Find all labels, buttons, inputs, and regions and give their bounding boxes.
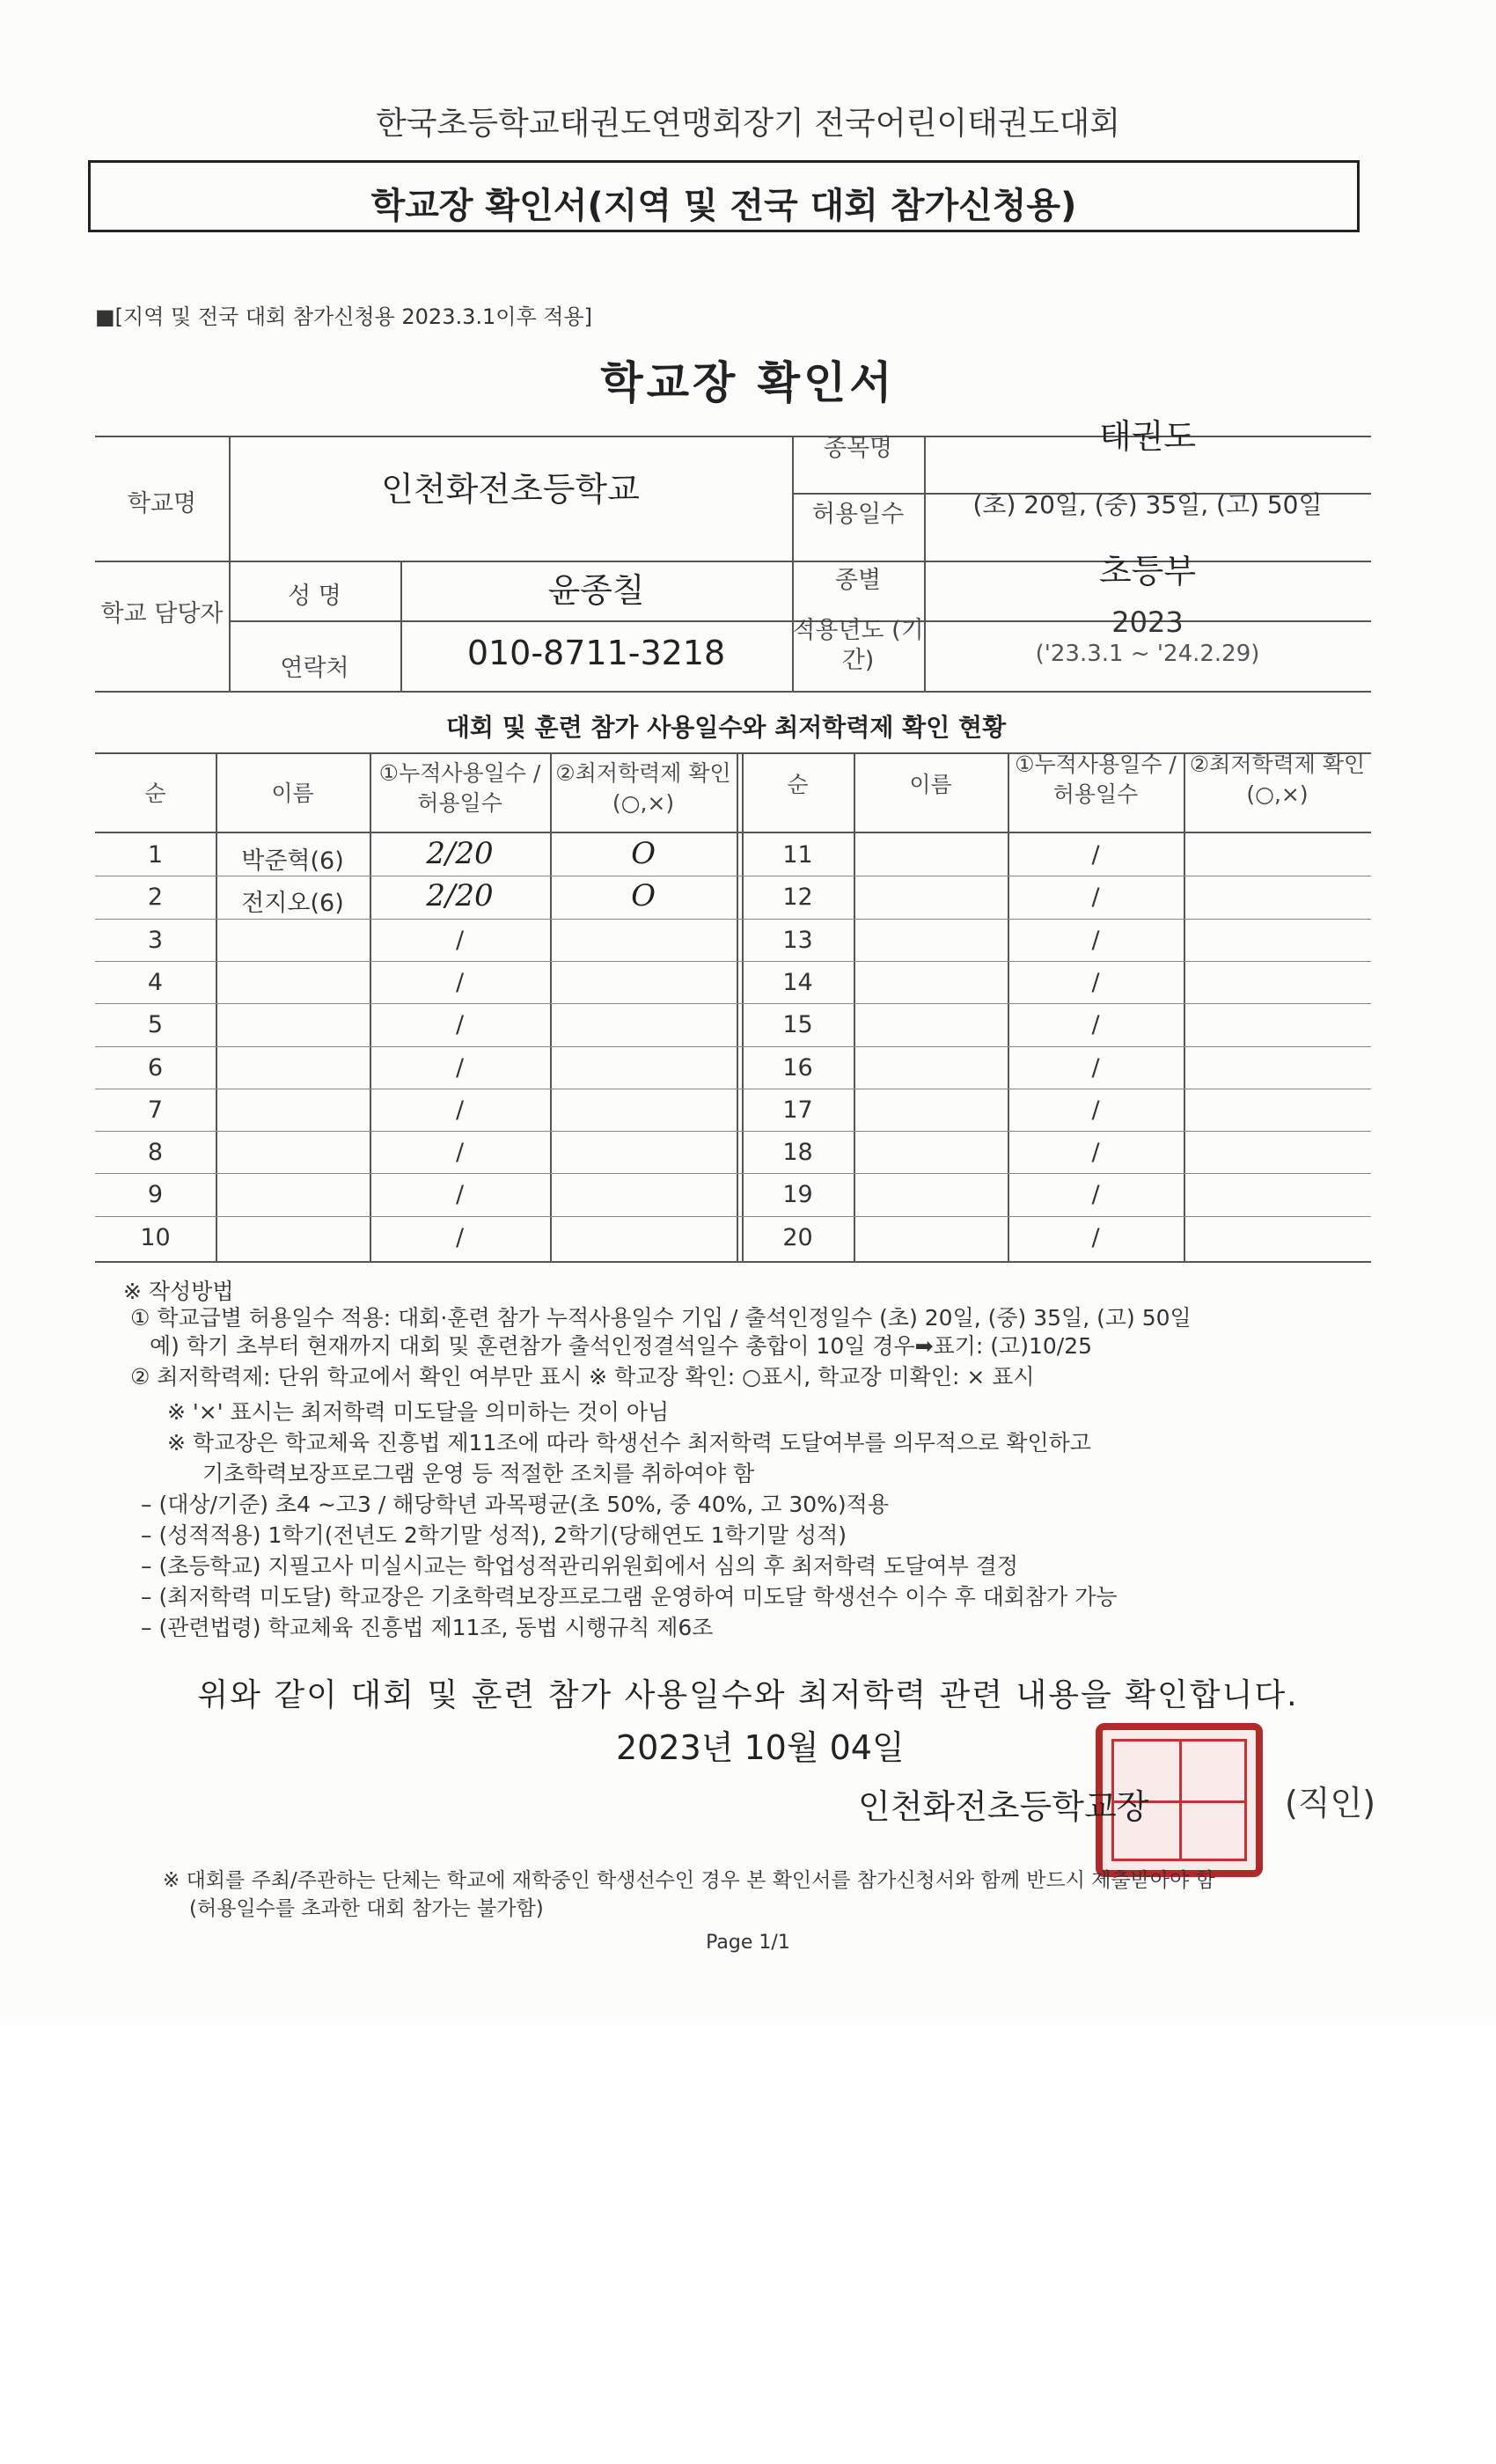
- name-label: 성 명: [288, 583, 341, 610]
- school-name: 인천화전초등학교: [381, 470, 640, 509]
- table-cell-days: /: [1091, 968, 1100, 996]
- table-cell-days: /: [455, 1181, 465, 1209]
- header-grade-left: ②최저학력제 확인(○,×): [555, 760, 731, 816]
- table-cell-no: 15: [782, 1011, 813, 1039]
- phone-label: 연락처: [280, 655, 349, 682]
- table-cell-no: 19: [782, 1181, 813, 1209]
- header-grade-right: ②최저학력제 확인(○,×): [1189, 752, 1366, 807]
- year-value: 2023: [1111, 605, 1184, 639]
- table-cell-no: 10: [140, 1223, 171, 1251]
- allowed-days: (초) 20일, (중) 35일, (고) 50일: [972, 490, 1323, 519]
- sport-value: 태권도: [1098, 417, 1197, 456]
- table-cell-no: 9: [147, 1181, 164, 1209]
- table-cell-no: 16: [782, 1053, 813, 1082]
- table-cell-days: /: [455, 968, 465, 996]
- table-cell-days: /: [455, 1139, 465, 1167]
- instruction-line: – (최저학력 미도달) 학교장은 기초학력보장프로그램 운영하여 미도달 학생선수 이수 후 대회참가 가능: [141, 1584, 1118, 1610]
- table-cell-days: /: [1091, 1096, 1100, 1124]
- year-period: ('23.3.1 ~ '24.2.29): [1035, 641, 1260, 667]
- phone-value: 010-8711-3218: [466, 634, 726, 672]
- footnote-line-2: (허용일수를 초과한 대회 참가는 불가함): [189, 1897, 544, 1920]
- table-cell-no: 14: [782, 968, 813, 996]
- table-cell-no: 12: [782, 884, 813, 912]
- instruction-line: ② 최저학력제: 단위 학교에서 확인 여부만 표시 ※ 학교장 확인: ○표시, 학교장 미확인: × 표시: [130, 1364, 1035, 1390]
- table-cell-days: /: [455, 1053, 465, 1082]
- instruction-line: ① 학교급별 허용일수 적용: 대회·훈련 참가 누적사용일수 기입 / 출석인정일수 (초) 20일, (중) 35일, (고) 50일: [130, 1305, 1192, 1331]
- seal-label: (직인): [1285, 1784, 1376, 1822]
- table-cell-name: 전지오(6): [241, 890, 344, 918]
- table-cell-grade: O: [631, 836, 656, 871]
- table-cell-days: /: [1091, 1011, 1100, 1039]
- instruction-line: ※ 작성방법: [123, 1279, 234, 1304]
- instruction-line: ※ '×' 표시는 최저학력 미도달을 의미하는 것이 아님: [167, 1399, 670, 1425]
- event-title: 한국초등학교태권도연맹회장기 전국어린이태권도대회: [375, 106, 1121, 142]
- table-cell-no: 8: [147, 1139, 164, 1167]
- table-cell-days: /: [1091, 1139, 1100, 1167]
- instruction-line: – (성적적용) 1학기(전년도 2학기말 성적), 2학기(당해연도 1학기말 성적): [141, 1522, 847, 1548]
- table-cell-no: 20: [782, 1223, 813, 1251]
- school-label: 학교명: [127, 490, 197, 517]
- table-cell-no: 6: [147, 1053, 164, 1082]
- allowed-label: 허용일수: [811, 501, 905, 528]
- section-title: 대회 및 훈련 참가 사용일수와 최저학력제 확인 현황: [445, 713, 1007, 742]
- table-cell-days: /: [1091, 1223, 1100, 1251]
- table-cell-days: /: [1091, 926, 1100, 954]
- table-cell-no: 2: [147, 884, 164, 912]
- table-cell-no: 17: [782, 1096, 813, 1124]
- instruction-line: 기초학력보장프로그램 운영 등 적절한 조치를 취하여야 함: [202, 1461, 755, 1486]
- table-cell-no: 11: [782, 841, 813, 869]
- header-name-left: 이름: [271, 781, 314, 806]
- instruction-line: – (대상/기준) 초4 ~고3 / 해당학년 과목평균(초 50%, 중 40%, 고 30%)적용: [141, 1492, 889, 1517]
- page-number: Page 1/1: [706, 1932, 790, 1954]
- principal-name: 인천화전초등학교장: [858, 1787, 1149, 1826]
- contact-label: 학교 담당자: [100, 600, 224, 627]
- footnote-line-1: ※ 대회를 주최/주관하는 단체는 학교에 재학중인 학생선수인 경우 본 확인서를 참가신청서와 함께 반드시 제출받아야 함: [163, 1869, 1215, 1892]
- confirmation-statement: 위와 같이 대회 및 훈련 참가 사용일수와 최저학력 관련 내용을 확인합니다.: [197, 1677, 1299, 1713]
- division-label: 종별: [834, 567, 882, 594]
- instruction-line: 예) 학기 초부터 현재까지 대회 및 훈련참가 출석인정결석일수 총합이 10일 경우➡표기: (고)10/25: [150, 1333, 1093, 1359]
- table-cell-days: /: [455, 1096, 465, 1124]
- table-cell-days: 2/20: [426, 878, 494, 914]
- table-cell-no: 3: [147, 926, 164, 954]
- table-cell-days: /: [455, 926, 465, 954]
- division-value: 초등부: [1098, 552, 1197, 590]
- table-cell-days: /: [455, 1011, 465, 1039]
- table-cell-no: 7: [147, 1096, 164, 1124]
- sport-label: 종목명: [823, 435, 893, 462]
- table-cell-grade: O: [631, 878, 656, 914]
- contact-name: 윤종칠: [547, 571, 645, 610]
- table-cell-no: 4: [147, 968, 164, 996]
- table-cell-days: /: [1091, 884, 1100, 912]
- instruction-line: – (초등학교) 지필고사 미실시교는 학업성적관리위원회에서 심의 후 최저학력 도달여부 결정: [141, 1553, 1019, 1579]
- header-days-left: ①누적사용일수 /허용일수: [378, 760, 541, 816]
- table-cell-days: /: [1091, 1181, 1100, 1209]
- table-cell-no: 13: [782, 926, 813, 954]
- table-cell-no: 5: [147, 1011, 164, 1039]
- header-no-right: 순: [787, 772, 809, 797]
- header-name-right: 이름: [909, 772, 952, 797]
- table-cell-days: /: [1091, 841, 1100, 869]
- box-title: 학교장 확인서(지역 및 전국 대회 참가신청용): [370, 186, 1077, 226]
- table-cell-days: /: [455, 1223, 465, 1251]
- instruction-line: – (관련법령) 학교체육 진흥법 제11조, 동법 시행규칙 제6조: [141, 1615, 714, 1640]
- table-cell-no: 1: [147, 841, 164, 869]
- issue-date: 2023년 10월 04일: [616, 1728, 905, 1767]
- table-cell-name: 박준혁(6): [241, 847, 344, 875]
- table-cell-no: 18: [782, 1139, 813, 1167]
- year-label: 적용년도 (기간): [792, 617, 924, 674]
- header-no-left: 순: [144, 781, 166, 806]
- document-title: 학교장 확인서: [600, 357, 896, 408]
- header-days-right: ①누적사용일수 /허용일수: [1015, 752, 1177, 807]
- applies-note: ■[지역 및 전국 대회 참가신청용 2023.3.1이후 적용]: [95, 304, 592, 329]
- table-cell-days: 2/20: [426, 836, 494, 871]
- instruction-line: ※ 학교장은 학교체육 진흥법 제11조에 따라 학생선수 최저학력 도달여부를 의무적으로 확인하고: [167, 1430, 1091, 1456]
- table-cell-days: /: [1091, 1053, 1100, 1082]
